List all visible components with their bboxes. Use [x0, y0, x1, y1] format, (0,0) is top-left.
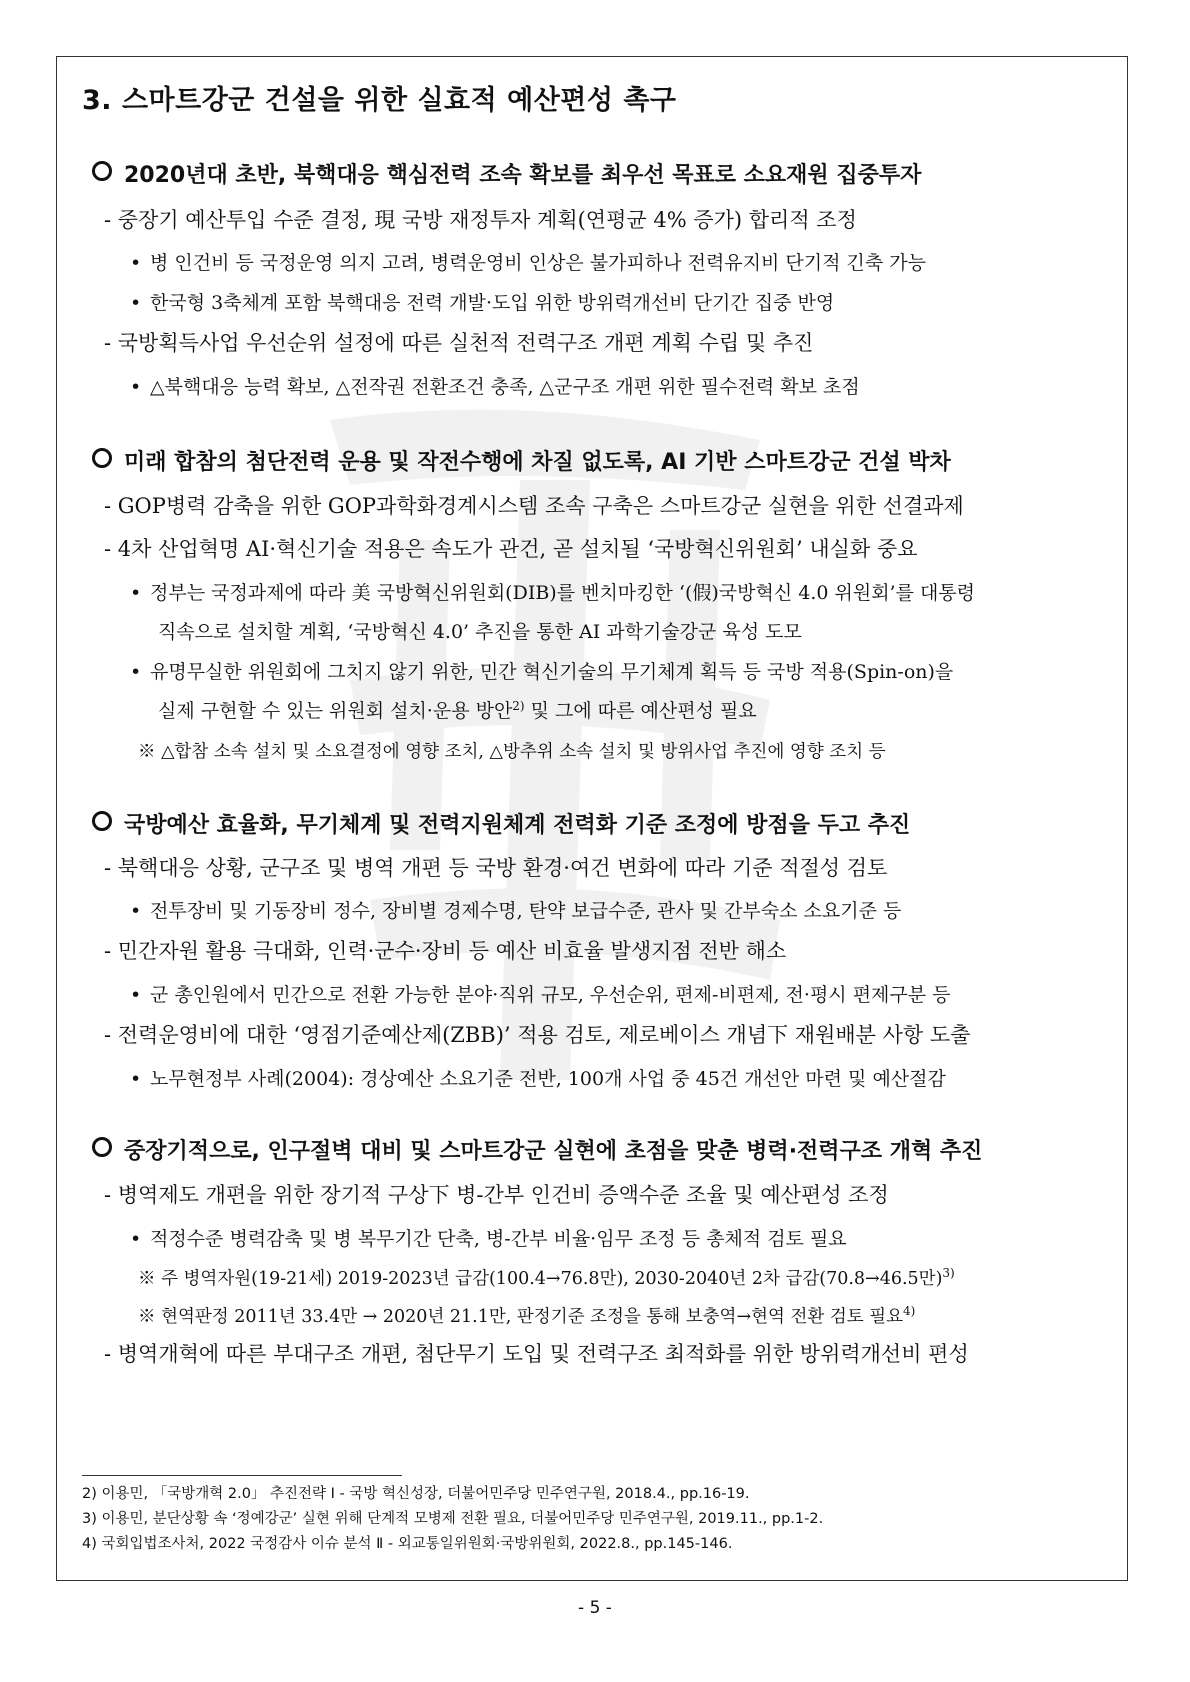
circle-bullet-icon	[92, 1137, 112, 1157]
footnote-divider	[82, 1475, 402, 1476]
bullet-continuation-text: 및 그에 따른 예산편성 필요	[524, 700, 757, 722]
bullet-item-text: 한국형 3축체계 포함 북핵대응 전력 개발·도입 위한 방위력개선비 단기간 집중 반영	[150, 292, 835, 314]
section-heading-text: 국방예산 효율화, 무기체계 및 전력지원체계 전력화 기준 조정에 방점을 두고 추진	[124, 813, 911, 838]
footnote-ref[interactable]: 2)	[512, 699, 525, 713]
bullet-dot-icon: •	[130, 376, 142, 398]
bullet-dot-icon: •	[130, 900, 142, 922]
note-item-text: ※ 현역판정 2011년 33.4만 → 2020년 21.1만, 판정기준 조정을 통해 보충역→현역 전환 검토 필요	[138, 1307, 904, 1327]
bullet-item-text: △북핵대응 능력 확보, △전작권 전환조건 충족, △군구조 개편 위한 필수전력 확보 초점	[150, 376, 860, 398]
footnote-ref[interactable]: 4)	[903, 1304, 916, 1318]
section-heading	[92, 158, 921, 189]
bullet-item	[130, 372, 860, 399]
section-heading-text: 중장기적으로, 인구절벽 대비 및 스마트강군 실현에 초점을 맞춘 병력·전력구조 개혁 추진	[124, 1139, 983, 1164]
bullet-item-text: 정부는 국정과제에 따라 美 국방혁신위원회(DIB)를 벤치마킹한 ‘(假)국방혁신 4.0 위원회’를 대통령	[150, 582, 976, 604]
bullet-item-text: 병 인건비 등 국정운영 의지 고려, 병력운영비 인상은 불가피하나 전력유지비 단기적 긴축 가능	[150, 252, 926, 274]
footnote: 2) 이용민, 「국방개혁 2.0」 추진전략 Ⅰ - 국방 혁신성장, 더불어민주당 민주연구원, 2018.4., pp.16-19.	[82, 1486, 750, 1502]
dash-item: - 4차 산업혁명 AI·혁신기술 적용은 속도가 관건, 곧 설치될 ‘국방혁신위원회’ 내실화 중요	[104, 537, 918, 561]
circle-bullet-icon	[92, 161, 112, 181]
section-heading	[92, 1134, 982, 1165]
bullet-item	[130, 1064, 946, 1091]
dash-item: - 중장기 예산투입 수준 결정, 現 국방 재정투자 계획(연평균 4% 증가) 합리적 조정	[104, 208, 857, 232]
bullet-continuation: 직속으로 설치할 계획, ‘국방혁신 4.0’ 추진을 통한 AI 과학기술강군 육성 도모	[158, 621, 802, 643]
bullet-continuation	[158, 696, 757, 723]
note-item-text: ※ 주 병역자원(19-21세) 2019-2023년 급감(100.4→76.8만), 2030-2040년 2차 급감(70.8→46.5만)	[138, 1269, 943, 1289]
footnote: 3) 이용민, 분단상황 속 ‘정예강군’ 실현 위해 단계적 모병제 전환 필요, 더불어민주당 민주연구원, 2019.11., pp.1-2.	[82, 1511, 824, 1527]
bullet-item	[130, 1224, 847, 1251]
bullet-item	[130, 980, 951, 1007]
bullet-item-text: 노무현정부 사례(2004): 경상예산 소요기준 전반, 100개 사업 중 45건 개선안 마련 및 예산절감	[150, 1068, 946, 1090]
note-item	[138, 1303, 915, 1328]
page-number: - 5 -	[578, 1598, 612, 1618]
footnote-ref[interactable]: 3)	[942, 1266, 955, 1280]
section-heading	[92, 808, 910, 839]
bullet-item	[130, 657, 953, 684]
bullet-dot-icon: •	[130, 292, 142, 314]
section-heading	[92, 445, 951, 476]
bullet-item	[130, 578, 975, 605]
dash-item: - GOP병력 감축을 위한 GOP과학화경계시스템 조속 구축은 스마트강군 실현을 위한 선결과제	[104, 494, 964, 518]
bullet-item	[130, 248, 926, 275]
bullet-item	[130, 288, 834, 315]
bullet-item	[130, 896, 901, 923]
dash-item: - 민간자원 활용 극대화, 인력·군수·장비 등 예산 비효율 발생지점 전반 해소	[104, 939, 787, 963]
footnote: 4) 국회입법조사처, 2022 국정감사 이슈 분석 Ⅱ - 외교통일위원회·국방위원회, 2022.8., pp.145-146.	[82, 1536, 733, 1552]
bullet-item-text: 군 총인원에서 민간으로 전환 가능한 분야·직위 규모, 우선순위, 편제-비편제, 전·평시 편제구분 등	[150, 984, 951, 1006]
dash-item: - 북핵대응 상황, 군구조 및 병역 개편 등 국방 환경·여건 변화에 따라 기준 적절성 검토	[104, 856, 888, 880]
section-heading-text: 2020년대 초반, 북핵대응 핵심전력 조속 확보를 최우선 목표로 소요재원 집중투자	[124, 163, 922, 188]
bullet-item-text: 유명무실한 위원회에 그치지 않기 위한, 민간 혁신기술의 무기체계 획득 등 국방 적용(Spin-on)을	[150, 661, 954, 683]
section-heading-text: 미래 합참의 첨단전력 운용 및 작전수행에 차질 없도록, AI 기반 스마트강군 건설 박차	[124, 450, 951, 475]
bullet-continuation-text: 실제 구현할 수 있는 위원회 설치·운용 방안	[158, 700, 513, 722]
dash-item: - 전력운영비에 대한 ‘영점기준예산제(ZBB)’ 적용 검토, 제로베이스 개념下 재원배분 사항 도출	[104, 1023, 971, 1047]
bullet-item-text: 전투장비 및 기동장비 정수, 장비별 경제수명, 탄약 보급수준, 관사 및 간부숙소 소요기준 등	[150, 900, 902, 922]
bullet-dot-icon: •	[130, 984, 142, 1006]
bullet-dot-icon: •	[130, 582, 142, 604]
bullet-dot-icon: •	[130, 1228, 142, 1250]
bullet-dot-icon: •	[130, 661, 142, 683]
bullet-dot-icon: •	[130, 1068, 142, 1090]
page-title: 3. 스마트강군 건설을 위한 실효적 예산편성 촉구	[82, 85, 677, 116]
bullet-dot-icon: •	[130, 252, 142, 274]
dash-item: - 병역제도 개편을 위한 장기적 구상下 병-간부 인건비 증액수준 조율 및 예산편성 조정	[104, 1183, 889, 1207]
note-item: ※ △합참 소속 설치 및 소요결정에 영향 조치, △방추위 소속 설치 및 방위사업 추진에 영향 조치 등	[138, 742, 886, 762]
note-item	[138, 1265, 955, 1290]
dash-item: - 국방획득사업 우선순위 설정에 따른 실천적 전력구조 개편 계획 수립 및 추진	[104, 331, 814, 355]
circle-bullet-icon	[92, 811, 112, 831]
bullet-item-text: 적정수준 병력감축 및 병 복무기간 단축, 병-간부 비율·임무 조정 등 총체적 검토 필요	[150, 1228, 847, 1250]
dash-item: - 병역개혁에 따른 부대구조 개편, 첨단무기 도입 및 전력구조 최적화를 위한 방위력개선비 편성	[104, 1342, 969, 1366]
circle-bullet-icon	[92, 448, 112, 468]
